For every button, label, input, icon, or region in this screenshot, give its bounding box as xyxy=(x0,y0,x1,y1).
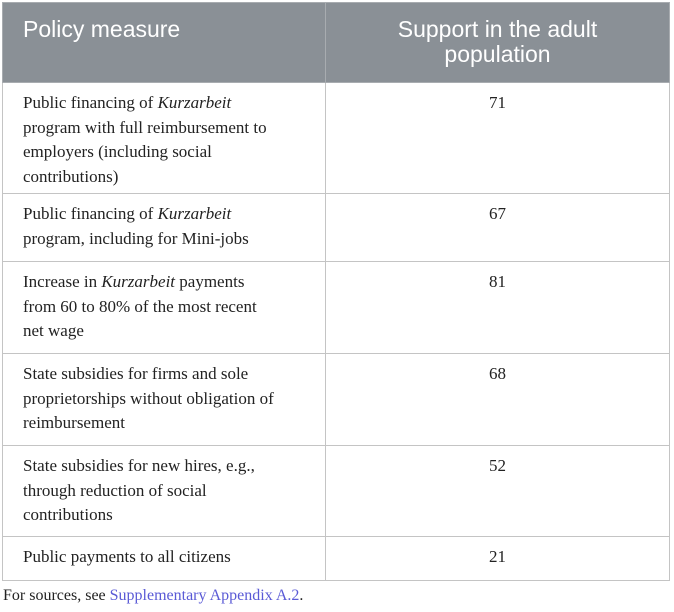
measure-text-line xyxy=(23,116,315,141)
measure-text-line xyxy=(23,454,315,479)
support-value-cell: 81 xyxy=(326,262,670,354)
table-row xyxy=(3,446,670,537)
table-row xyxy=(3,83,670,194)
measure-text: State subsidies for firms and sole xyxy=(23,364,249,383)
measure-text-line xyxy=(23,202,315,227)
measure-text: program with full reimbursement to xyxy=(23,117,267,137)
policy-measure-cell xyxy=(3,446,326,537)
measure-text-italic: Kurzarbeit xyxy=(157,204,232,223)
measure-text: from 60 to 80% of the most recent xyxy=(23,296,257,316)
policy-measure-cell xyxy=(3,537,326,581)
measure-text: payments xyxy=(175,272,245,291)
measure-text-line xyxy=(23,545,315,570)
policy-measure-cell xyxy=(3,194,326,262)
measure-text-line xyxy=(23,140,315,165)
measure-text: contributions xyxy=(23,505,113,524)
measure-text-line xyxy=(23,165,315,190)
header-support-line-2: population xyxy=(444,41,551,67)
header-policy-measure-label: Policy measure xyxy=(23,16,181,42)
header-policy-measure xyxy=(3,3,326,83)
policy-measure-cell xyxy=(3,262,326,354)
policy-support-table xyxy=(2,2,670,581)
support-value-cell: 71 xyxy=(326,83,670,194)
footnote-prefix: For sources, see xyxy=(3,587,110,604)
measure-text-line xyxy=(23,387,315,412)
measure-text: State subsidies for new hires, e.g., xyxy=(23,456,255,475)
table-footnote xyxy=(3,586,303,606)
measure-text: proprietorships without obligation of xyxy=(23,388,274,408)
supplementary-appendix-link[interactable]: Supplementary Appendix A.2 xyxy=(109,587,300,604)
policy-support-table-container xyxy=(2,2,669,581)
measure-text: Public financing of xyxy=(23,204,158,223)
measure-text-line xyxy=(23,319,315,344)
policy-measure-cell xyxy=(3,354,326,446)
measure-text-italic: Kurzarbeit xyxy=(157,93,232,112)
measure-text: employers (including social xyxy=(23,142,212,161)
table-body xyxy=(3,83,670,581)
measure-text: program, including for Mini-jobs xyxy=(23,228,249,248)
measure-text: reimbursement xyxy=(23,413,125,432)
measure-text-line xyxy=(23,411,315,436)
measure-text: Increase in xyxy=(23,272,102,291)
support-value-cell: 67 xyxy=(326,194,670,262)
measure-text-line xyxy=(23,362,315,387)
table-row xyxy=(3,194,670,262)
header-support-line-1: Support in the adult xyxy=(397,16,598,42)
table-header-row xyxy=(3,3,670,83)
measure-text-line xyxy=(23,270,315,295)
support-value-cell: 21 xyxy=(326,537,670,581)
table-row xyxy=(3,354,670,446)
support-value-cell: 52 xyxy=(326,446,670,537)
measure-text: contributions) xyxy=(23,166,119,186)
measure-text-line xyxy=(23,91,315,116)
header-support xyxy=(326,3,670,83)
measure-text: Public payments to all citizens xyxy=(23,547,231,566)
measure-text: Public financing of xyxy=(23,93,158,112)
measure-text-line xyxy=(23,295,315,320)
measure-text-line xyxy=(23,227,315,252)
table-row xyxy=(3,537,670,581)
measure-text-line xyxy=(23,503,315,528)
measure-text-italic: Kurzarbeit xyxy=(101,272,176,291)
measure-text: through reduction of social xyxy=(23,480,207,500)
policy-measure-cell xyxy=(3,83,326,194)
footnote-suffix: . xyxy=(299,587,304,604)
measure-text-line xyxy=(23,479,315,504)
measure-text: net wage xyxy=(23,321,84,340)
table-row xyxy=(3,262,670,354)
support-value-cell: 68 xyxy=(326,354,670,446)
